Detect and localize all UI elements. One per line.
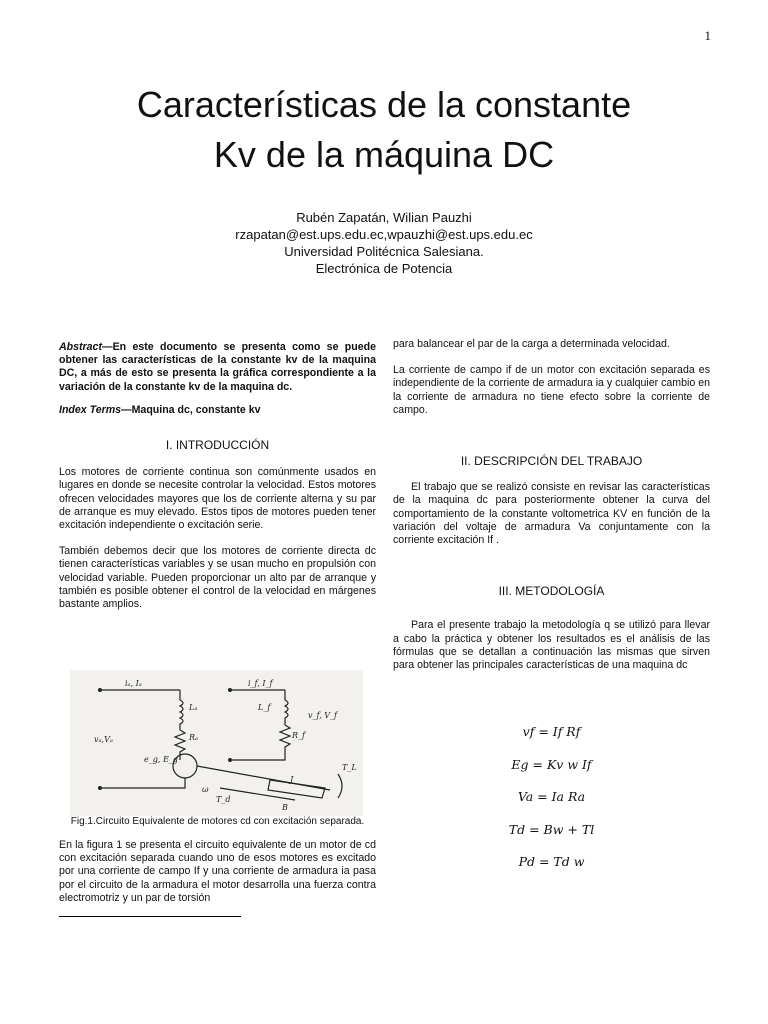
equation-pd: Pd = Td w xyxy=(518,854,585,869)
label-eg: e_g, E_g xyxy=(144,755,178,764)
left-column-lower xyxy=(59,839,376,905)
author-department: Electrónica de Potencia xyxy=(315,261,453,276)
circuit-diagram xyxy=(70,670,363,816)
shaft-load-j xyxy=(268,780,325,798)
equation-list xyxy=(393,722,710,885)
abstract-label: Abstract xyxy=(59,341,102,353)
equation-eg: Eg = Kv w If xyxy=(511,756,592,772)
circuit-figure xyxy=(70,670,363,816)
author-block xyxy=(0,209,768,277)
index-terms xyxy=(59,404,376,417)
armature-bottom-wire xyxy=(100,778,185,788)
armature-inductor-la xyxy=(180,690,183,730)
figure-paragraph: En la figura 1 se presenta el circuito equivalente de un motor de cd con excitación separada cuando uno de esos motores es excitado por una corriente de campo If y una corriente de armadura ia pasa por el circuito de la armadura el motor desarrolla una fuerza contra electromotriz y un par de torsión xyxy=(59,839,376,904)
terminal-f2 xyxy=(228,758,232,762)
label-if: i_f, I_f xyxy=(248,679,273,688)
torque-load-arc xyxy=(338,774,342,798)
abstract xyxy=(59,341,376,394)
index-terms-label: Index Terms xyxy=(59,403,122,416)
section-2-heading: II. DESCRIPCIÓN DEL TRABAJO xyxy=(460,454,643,469)
work-description-paragraph: El trabajo que se realizó consiste en revisar las características de la maquina dc para posteriormente obtener la curva del comportamiento de la constante voltometrica KV en función de la variación del voltaje de armadura Va conjuntamente con la corriente excitación If . xyxy=(393,481,710,547)
label-lf: L_f xyxy=(258,703,271,712)
right-column xyxy=(393,338,710,672)
left-column xyxy=(59,341,376,611)
field-resistor-rf xyxy=(230,725,290,760)
label-w: ω xyxy=(202,785,209,794)
field-current-paragraph: La corriente de campo if de un motor con excitación separada es independiente de la corriente de armadura ia y cualquier cambio en la corriente de armadura no tiene efecto sobre la corriente de campo. xyxy=(393,364,710,416)
label-rf: R_f xyxy=(292,731,305,740)
section-3-heading: III. METODOLOGÍA xyxy=(498,584,605,599)
field-inductor-lf xyxy=(285,690,288,725)
title-line-2: Kv de la máquina DC xyxy=(213,134,555,175)
methodology-paragraph: Para el presente trabajo la metodología q se utilizó para llevar a cabo la práctica y obtener los resultados es el análisis de las fórmulas que se detallan a continuación las mismas que sirven para obtener las principales características de una maquina dc xyxy=(393,619,710,672)
section-1-heading: I. INTRODUCCIÓN xyxy=(165,438,270,453)
title-line-1: Características de la constante xyxy=(136,84,632,125)
page-number: 1 xyxy=(704,28,711,43)
label-va: vₐ,Vₐ xyxy=(94,735,113,744)
label-ia: iₐ, Iₐ xyxy=(125,679,142,688)
author-university: Universidad Politécnica Salesiana. xyxy=(284,244,484,259)
equation-va: Va = Ia Ra xyxy=(517,789,586,804)
label-b: B xyxy=(282,803,288,812)
terminal-a1 xyxy=(98,688,102,692)
intro-paragraph-1: Los motores de corriente continua son comúnmente usados en lugares en donde se necesite controlar la velocidad. Estos motores ofrecen velocidades mayores que los de corriente alterna y su par de arranque es muy elevado. Estos tipos de motores pueden tener excitación independiente o excitación serie. xyxy=(59,466,376,532)
author-emails: rzapatan@est.ups.edu.ec,wpauzhi@est.ups.edu.ec xyxy=(235,227,533,242)
label-j: J xyxy=(290,775,294,784)
label-td: T_d xyxy=(216,795,231,804)
index-terms-text: —Maquina dc, constante kv xyxy=(121,403,261,416)
equation-td: Td = Bw + Tl xyxy=(508,821,595,837)
author-names: Rubén Zapatán, Wilian Pauzhi xyxy=(296,210,472,225)
intro-paragraph-2: También debemos decir que los motores de corriente directa dc tienen características variables y se usan mucho en propulsión con velocidad variable. Pueden proporcionar un alto par de arranque y también es posible obtener el control de la velocidad en márgenes bastante amplios. xyxy=(59,545,376,611)
terminal-f1 xyxy=(228,688,232,692)
figure-caption: Fig.1.Circuito Equivalente de motores cd con excitación separada. xyxy=(70,816,365,827)
continued-paragraph: para balancear el par de la carga a determinada velocidad. xyxy=(393,338,670,350)
label-tl: T_L xyxy=(342,763,357,772)
paper-title xyxy=(0,80,768,180)
friction-ground xyxy=(220,788,295,800)
label-vf: v_f, V_f xyxy=(308,711,338,720)
label-la: Lₐ xyxy=(189,703,198,712)
abstract-text: —En este documento se presenta como se puede obtener las características de la constante kv de la maquina DC, a más de esto se presenta la gráfica correspondiente a la variación de la constante kv de la maquina dc. xyxy=(59,341,376,393)
label-ra: Rₐ xyxy=(189,733,199,742)
equation-vf: vf = If Rf xyxy=(522,724,581,739)
footnote-rule xyxy=(59,916,241,917)
terminal-a2 xyxy=(98,786,102,790)
